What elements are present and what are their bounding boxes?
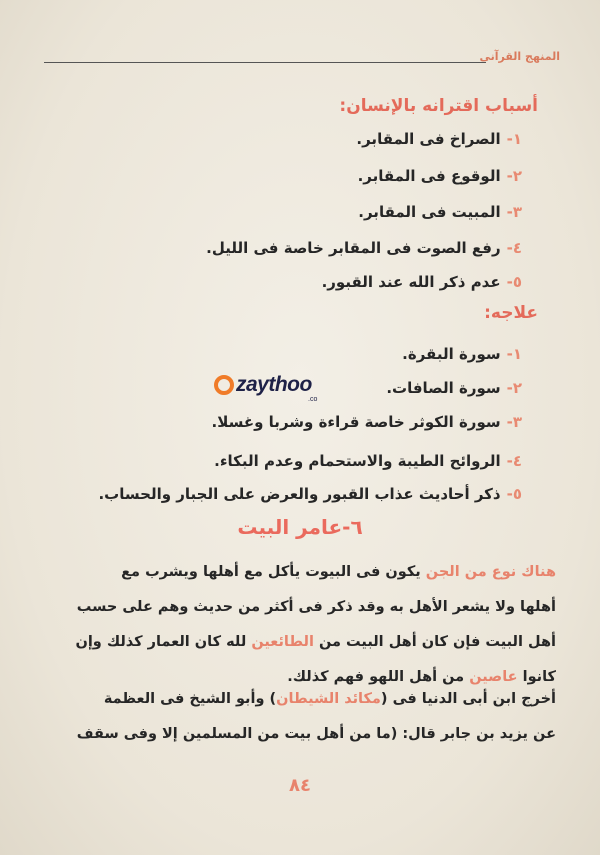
highlight-text: هناك نوع من الجن bbox=[425, 564, 556, 580]
watermark-brand: zaythoo bbox=[236, 373, 312, 396]
cause-item-4 bbox=[206, 235, 522, 261]
paragraph-1 bbox=[36, 555, 556, 695]
treatment-number: ٤- bbox=[506, 452, 522, 470]
body-text: أخرج ابن أبى الدنيا فى ( bbox=[380, 691, 556, 707]
treatment-item-4 bbox=[214, 448, 522, 474]
cause-text: عدم ذكر الله عند القبور. bbox=[321, 273, 501, 291]
treatment-number: ٢- bbox=[506, 379, 522, 397]
treatment-item-5 bbox=[98, 481, 522, 507]
treatment-text: سورة الكوثر خاصة قراءة وشربا وغسلا. bbox=[211, 413, 501, 431]
treatment-number: ١- bbox=[506, 345, 522, 363]
brand-ring-icon bbox=[214, 375, 234, 395]
header-title: المنهج القرآنى bbox=[479, 50, 560, 63]
paragraph-line: أهلها ولا يشعر الأهل به وقد ذكر فى أكثر من حديث وهم على حسب bbox=[76, 599, 556, 615]
body-text: لله كان العمار كذلك وإن bbox=[75, 634, 252, 650]
cause-number: ٢- bbox=[506, 167, 522, 185]
paragraph-2 bbox=[36, 682, 556, 752]
cause-number: ٤- bbox=[506, 239, 522, 257]
cause-text: المبيت فى المقابر. bbox=[358, 203, 501, 221]
cause-number: ٥- bbox=[506, 273, 522, 291]
cause-item-5 bbox=[322, 269, 522, 295]
cause-number: ١- bbox=[506, 130, 522, 148]
cause-number: ٣- bbox=[506, 203, 522, 221]
paragraph-line bbox=[36, 625, 556, 660]
page-number: ٨٤ bbox=[289, 775, 311, 796]
treatment-item-3 bbox=[212, 409, 522, 435]
cause-item-1 bbox=[356, 126, 522, 152]
body-text: ) وأبو الشيخ فى العظمة bbox=[103, 691, 277, 707]
highlight-text: مكائد الشيطان bbox=[276, 691, 381, 707]
body-text: يكون فى البيوت يأكل مع أهلها ويشرب مع bbox=[121, 564, 426, 580]
cause-text: الوقوع فى المقابر. bbox=[357, 167, 501, 185]
body-text: أهل البيت فإن كان أهل البيت من bbox=[313, 634, 556, 650]
highlight-text: عاصين bbox=[469, 669, 518, 685]
zaythoo-watermark-logo bbox=[214, 372, 344, 406]
treatment-text: سورة البقرة. bbox=[402, 345, 501, 363]
highlight-text: الطائعين bbox=[251, 634, 314, 650]
watermark-suffix: .co bbox=[308, 396, 318, 403]
treatment-number: ٣- bbox=[506, 413, 522, 431]
paragraph-line bbox=[36, 682, 556, 717]
body-text: من أهل اللهو فهم كذلك. bbox=[287, 669, 470, 685]
cause-item-3 bbox=[358, 199, 522, 225]
body-text: كانوا bbox=[517, 669, 556, 685]
causes-heading: أسباب اقترانه بالإنسان: bbox=[339, 96, 538, 116]
treatment-text: سورة الصافات. bbox=[386, 379, 501, 397]
treatment-item-1 bbox=[402, 341, 522, 367]
header-rule bbox=[44, 62, 486, 63]
cause-text: رفع الصوت فى المقابر خاصة فى الليل. bbox=[206, 239, 501, 257]
section-title: ٦-عامر البيت bbox=[237, 515, 363, 539]
paragraph-line: عن يزيد بن جابر قال: (ما من أهل بيت من المسلمين إلا وفى سقف bbox=[76, 726, 556, 742]
running-header bbox=[44, 50, 560, 70]
paragraph-line bbox=[36, 555, 556, 590]
treatment-text: ذكر أحاديث عذاب القبور والعرض على الجبار والحساب. bbox=[98, 485, 501, 503]
treatment-heading: علاجه: bbox=[484, 303, 538, 323]
treatment-number: ٥- bbox=[506, 485, 522, 503]
treatment-item-2 bbox=[386, 375, 522, 401]
treatment-text: الروائح الطيبة والاستحمام وعدم البكاء. bbox=[214, 452, 501, 470]
cause-text: الصراخ فى المقابر. bbox=[356, 130, 501, 148]
cause-item-2 bbox=[358, 163, 522, 189]
